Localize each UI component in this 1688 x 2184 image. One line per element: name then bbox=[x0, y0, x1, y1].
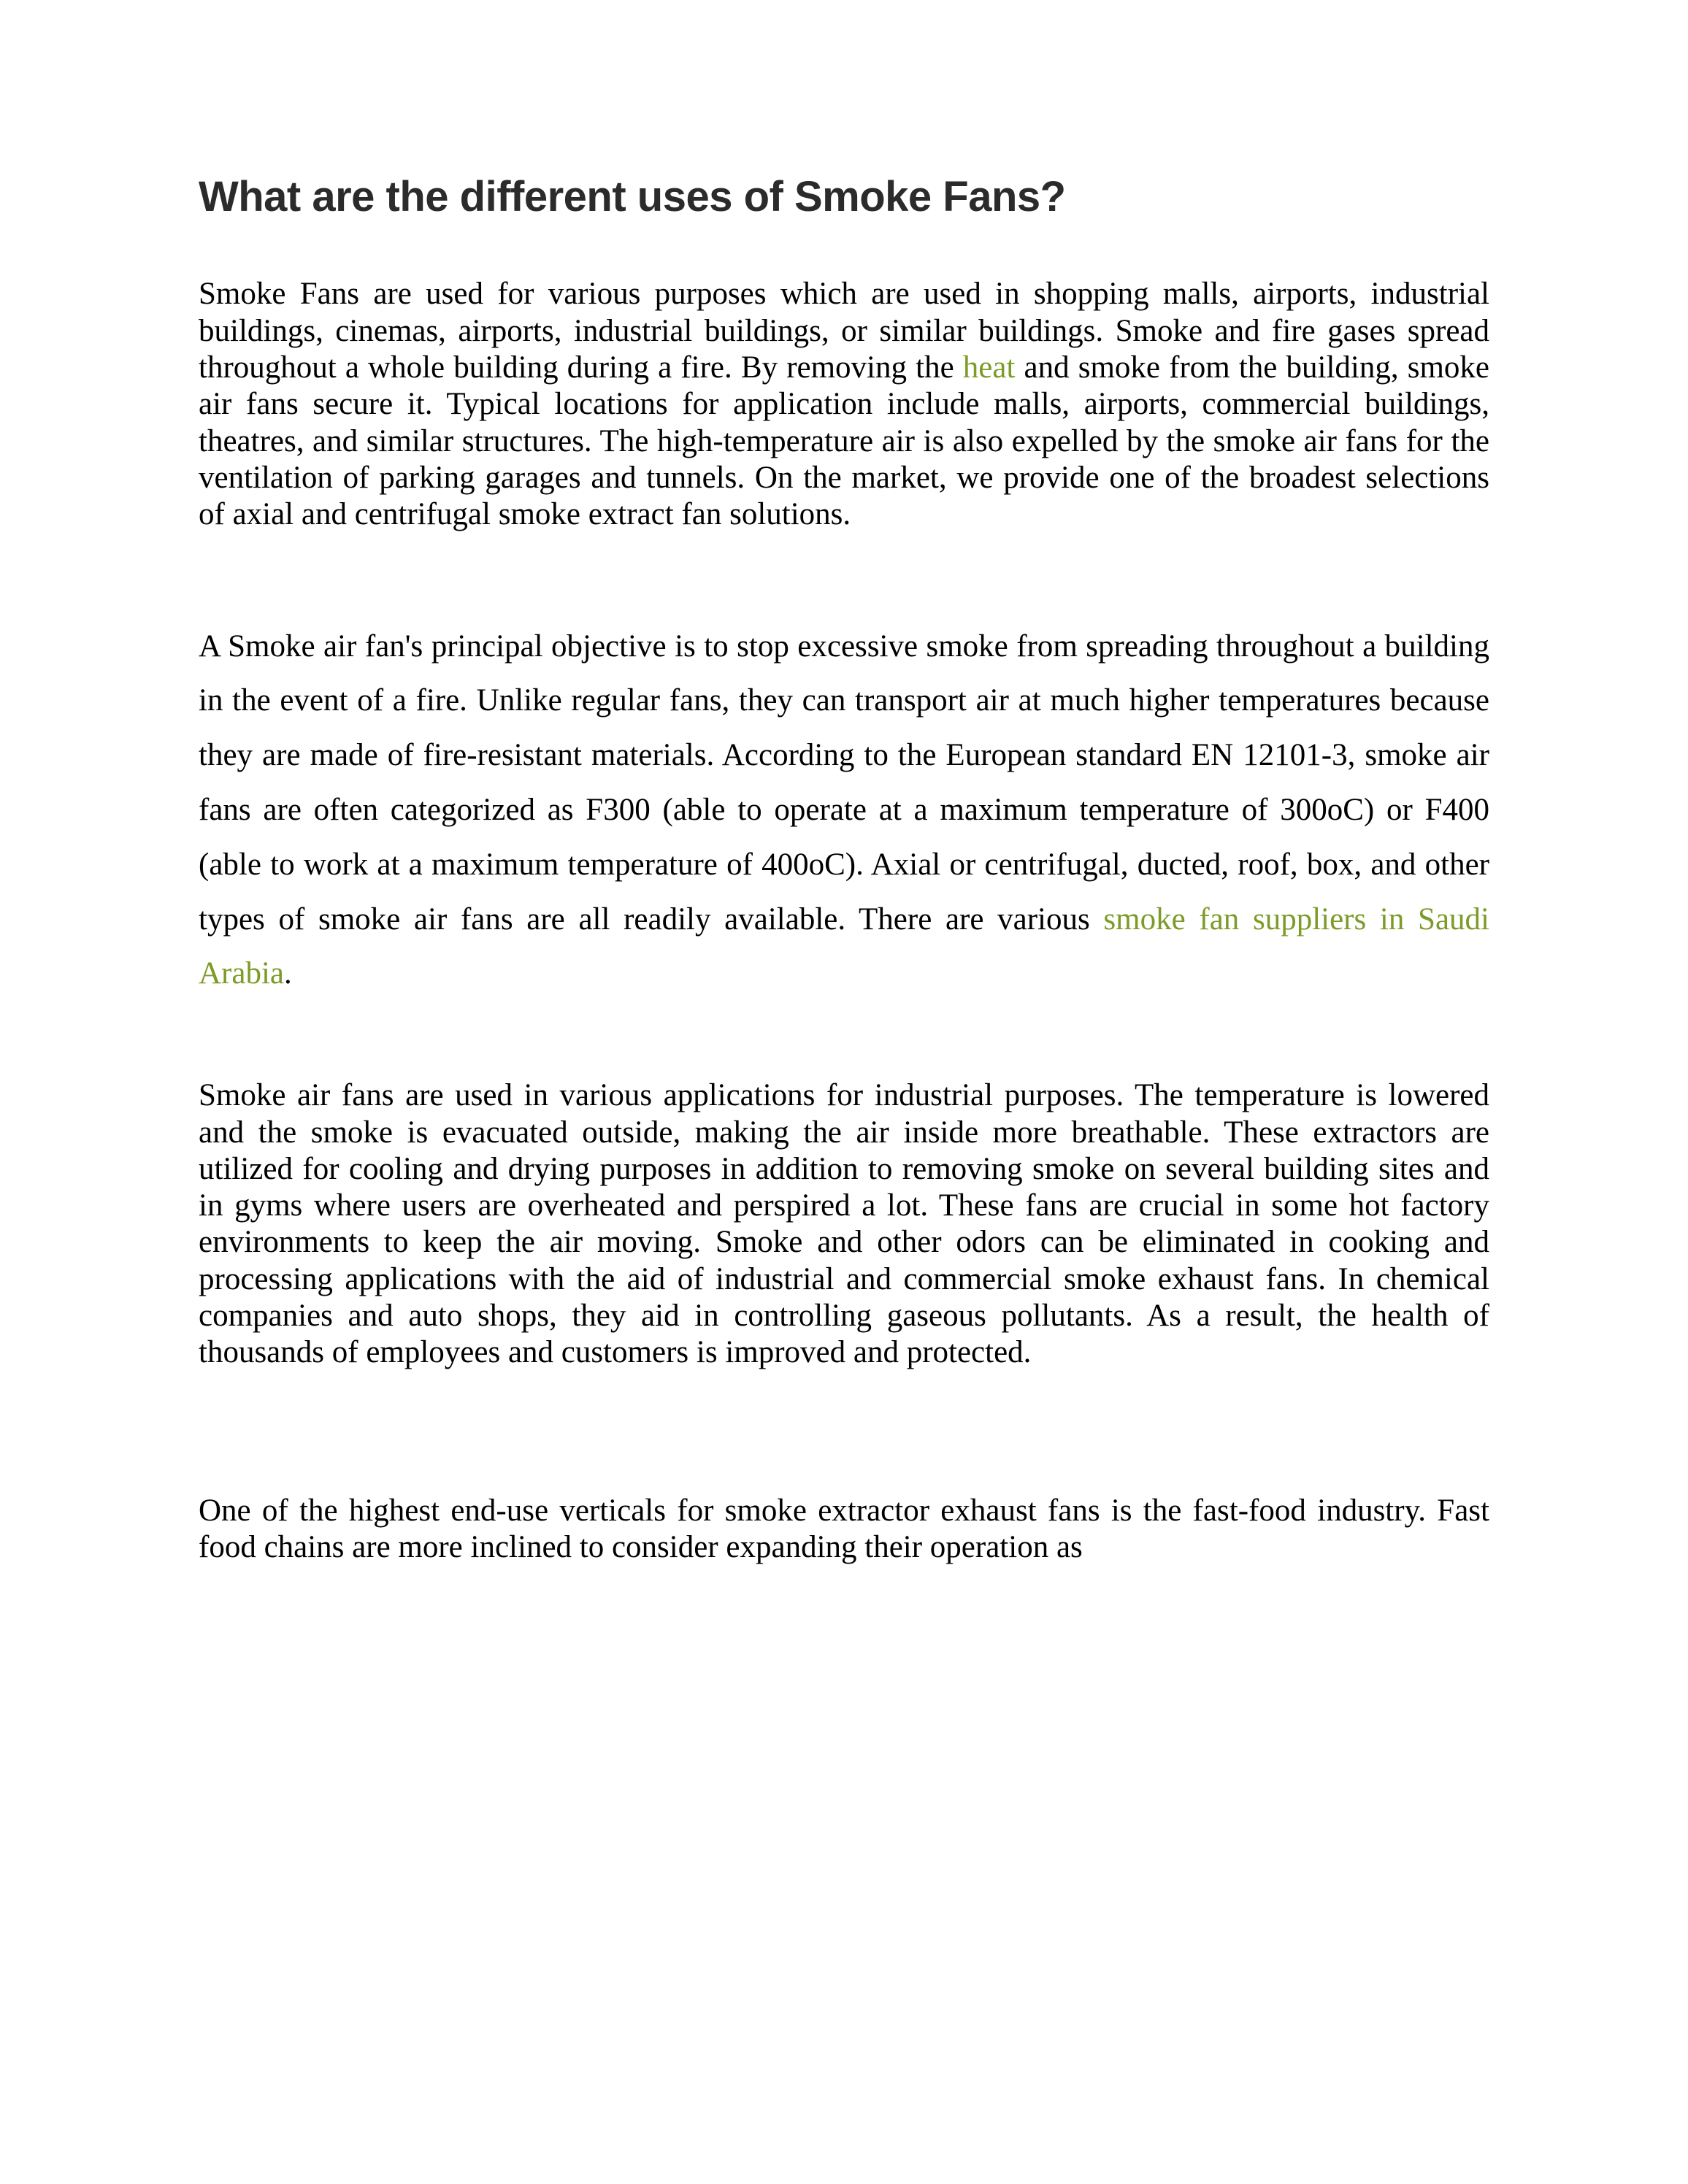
paragraph-spacer-2 bbox=[199, 1001, 1489, 1077]
paragraph-3: Smoke air fans are used in various applications for industrial purposes. The temperature is lowered and the smoke is evacuated outside, making the air inside more breathable. These extractors are utilized for cooling and drying purposes in addition to removing smoke on several building sites and in gyms where users are overheated and perspired a lot. These fans are crucial in some hot factory environments to keep the air moving. Smoke and other odors can be eliminated in cooking and processing applications with the aid of industrial and commercial smoke exhaust fans. In chemical companies and auto shops, they aid in controlling gaseous pollutants. As a result, the health of thousands of employees and customers is improved and protected. bbox=[199, 1078, 1489, 1370]
paragraph-1-text-after-link: and smoke from the building, smoke air fans secure it. Typical locations for application include malls, airports, commercial buildings, theatres, and similar structures. The high-temperature air is also expelled by the smoke air fans for the ventilation of parking garages and tunnels. On the market, we provide one of the broadest selections of axial and centrifugal smoke extract fan solutions. bbox=[199, 350, 1489, 532]
paragraph-4: One of the highest end-use verticals for smoke extractor exhaust fans is the fast-food industry. Fast food chains are more inclined to consider expanding their operation as bbox=[199, 1493, 1489, 1564]
heat-link[interactable]: heat bbox=[962, 350, 1016, 385]
page-title: What are the different uses of Smoke Fans? bbox=[199, 173, 1066, 220]
paragraph-2-text-before-link: A Smoke air fan's principal objective is to stop excessive smoke from spreading throughout a building in the event of a fire. Unlike regular fans, they can transport air at much higher temperatures because they are made of fire-resistant materials. According to the European standard EN 12101-3, smoke air fans are often categorized as F300 (able to operate at a maximum temperature of 300oC) or F400 (able to work at a maximum temperature of 400oC). Axial or centrifugal, ducted, roof, box, and other types of smoke air fans are all readily available. There are various bbox=[199, 628, 1489, 937]
smoke-fan-suppliers-saudi-arabia-link[interactable]: smoke fan suppliers in Saudi Arabia bbox=[199, 901, 1489, 991]
document-body bbox=[199, 172, 1489, 1566]
paragraph-2-text-after-link: . bbox=[284, 956, 292, 991]
paragraph-spacer-1 bbox=[199, 534, 1489, 620]
paragraph-2 bbox=[199, 620, 1489, 1002]
paragraph-spacer-3 bbox=[199, 1372, 1489, 1493]
paragraph-1 bbox=[199, 276, 1489, 533]
paragraph-1-text-before-link: Smoke Fans are used for various purposes which are used in shopping malls, airports, industrial buildings, cinemas, airports, industrial buildings, or similar buildings. Smoke and fire gases spread throughout a whole building during a fire. By removing the bbox=[199, 277, 1489, 385]
